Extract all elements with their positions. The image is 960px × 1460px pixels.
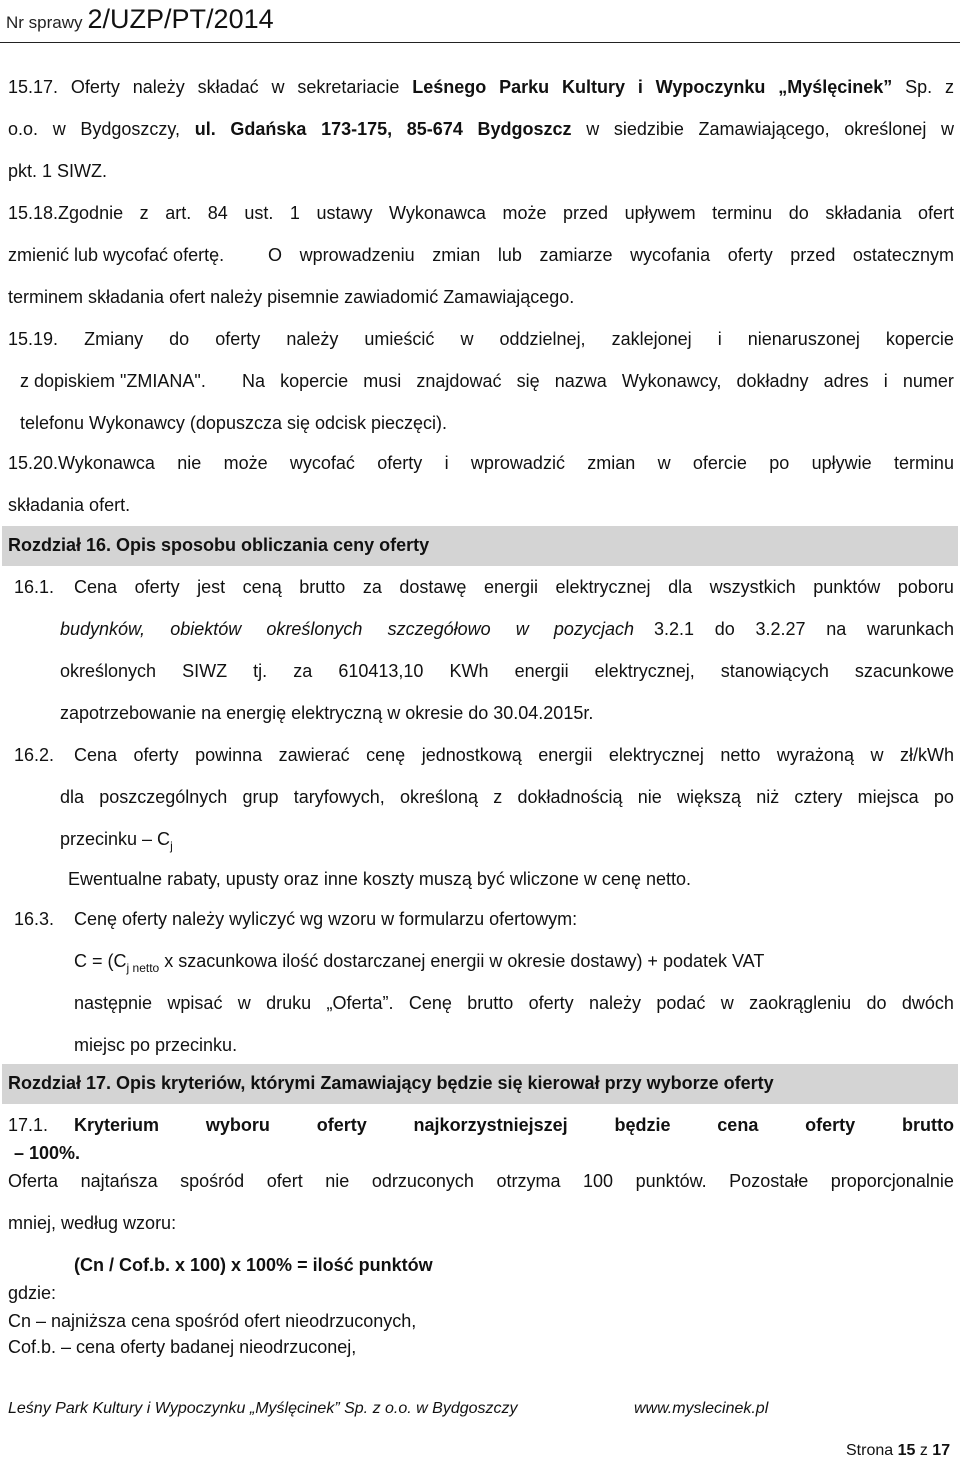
formula-part1: C = (C <box>74 951 127 971</box>
word: „Myślęcinek” <box>778 77 893 97</box>
para-16-3-formula <box>74 950 764 974</box>
case-header <box>6 4 274 38</box>
para-15-18-line3: terminem składania ofert należy pisemnie zawiadomić Zamawiającego. <box>8 287 575 307</box>
word: dokładnością <box>517 787 623 807</box>
word: 610413,10 <box>338 661 424 681</box>
word: należy <box>132 77 185 97</box>
word: zmian <box>432 245 481 265</box>
word: składać <box>197 77 259 97</box>
word: siedzibie <box>613 119 684 139</box>
para-16-1-line4: zapotrzebowanie na energię elektryczną w okresie do 30.04.2015r. <box>60 703 594 723</box>
word: dostawę <box>399 577 467 597</box>
word: poszczególnych <box>99 787 228 807</box>
word: Cenę <box>408 993 452 1013</box>
word: do <box>866 993 887 1013</box>
word: stanowiących <box>720 661 829 681</box>
para-17-1-line2: – 100%. <box>14 1143 81 1163</box>
word: otrzyma <box>496 1171 561 1191</box>
word: 15.18.Zgodnie <box>8 203 124 223</box>
word: określoną <box>399 787 479 807</box>
word: określonej <box>844 119 927 139</box>
word: dla <box>60 787 85 807</box>
word: ustawy <box>316 203 373 223</box>
word: i <box>717 329 722 349</box>
word: określonych <box>266 619 363 639</box>
price-symbol-text: przecinku – C <box>60 829 171 849</box>
word: ul. <box>194 119 216 139</box>
word: oferty <box>134 577 180 597</box>
word: art. <box>165 203 192 223</box>
word: pozycjach <box>553 619 634 639</box>
para-15-18-line2b <box>268 244 954 266</box>
word: miejsca <box>857 787 919 807</box>
word: szczegółowo <box>387 619 491 639</box>
para-16-2-line3 <box>60 828 173 852</box>
word: szacunkowe <box>854 661 954 681</box>
word: upływie <box>811 453 872 473</box>
para-16-3-line3 <box>74 992 954 1014</box>
word: oferty <box>215 329 261 349</box>
word: warunkach <box>866 619 954 639</box>
word: o.o. <box>8 119 39 139</box>
para-15-17-line2 <box>8 118 954 140</box>
word: może <box>502 203 547 223</box>
word: oferty <box>528 993 574 1013</box>
word: Wypoczynku <box>655 77 766 97</box>
word: cztery <box>794 787 843 807</box>
word: podać <box>656 993 706 1013</box>
word: nienaruszonej <box>747 329 860 349</box>
word: musi <box>363 371 402 391</box>
word: w <box>586 119 600 139</box>
para-16-1-number: 16.1. <box>14 577 55 597</box>
para-15-19-line2b <box>242 370 954 392</box>
word: Wykonawcy, <box>621 371 722 391</box>
para-16-2-number: 16.2. <box>14 745 55 765</box>
word: Bydgoszcz <box>477 119 572 139</box>
word: elektrycznej <box>555 577 651 597</box>
word: ofercie <box>692 453 747 473</box>
word: określonych <box>60 661 157 681</box>
where-label: gdzie: <box>8 1283 57 1303</box>
word: wycofania <box>630 245 711 265</box>
word: brutto <box>902 1115 954 1135</box>
word: ostatecznym <box>852 245 954 265</box>
word: należy <box>589 993 642 1013</box>
word: cena <box>717 1115 759 1135</box>
word: oferty <box>316 1115 367 1135</box>
chapter-16-title: Rozdział 16. Opis sposobu obliczania ceny oferty <box>8 535 430 555</box>
para-15-17-line1 <box>8 76 954 98</box>
word: składania <box>825 203 902 223</box>
word: KWh <box>449 661 489 681</box>
word: Cena <box>74 745 118 765</box>
para-17-1-line1 <box>74 1114 954 1136</box>
word: terminu <box>893 453 954 473</box>
word: terminu <box>712 203 773 223</box>
word: elektrycznej <box>608 745 704 765</box>
word: wprowadzić <box>470 453 565 473</box>
word: 15.20.Wykonawca <box>8 453 155 473</box>
page-total: 17 <box>932 1442 951 1459</box>
word: poboru <box>897 577 954 597</box>
word: zmian <box>587 453 636 473</box>
word: odrzuconych <box>371 1171 474 1191</box>
word: kopercie <box>280 371 349 391</box>
word: Leśnego <box>412 77 487 97</box>
word: wpisać <box>167 993 223 1013</box>
word: O <box>268 245 283 265</box>
word: dokładny <box>736 371 809 391</box>
word: ofert <box>266 1171 303 1191</box>
word: 3.2.27 <box>755 619 806 639</box>
word: upływem <box>624 203 696 223</box>
word: przed <box>563 203 609 223</box>
word: w <box>720 993 734 1013</box>
word: 85-674 <box>406 119 463 139</box>
word: wszystkich <box>709 577 796 597</box>
word: się <box>516 371 540 391</box>
word: Zmiany <box>84 329 144 349</box>
word: Zamawiającego, <box>698 119 830 139</box>
page-separator: z <box>919 1442 928 1459</box>
word: obiektów <box>170 619 242 639</box>
word: cenę <box>366 745 406 765</box>
word: będzie <box>614 1115 671 1135</box>
word: w <box>870 745 884 765</box>
word: może <box>223 453 268 473</box>
word: po <box>933 787 954 807</box>
scoring-formula: (Cn / Cof.b. x 100) x 100% = ilość punktów <box>74 1255 433 1275</box>
word: brutto <box>467 993 514 1013</box>
word: następnie <box>74 993 153 1013</box>
formula-subscript: j netto <box>126 961 160 975</box>
word: zawierać <box>278 745 350 765</box>
word: z <box>493 787 503 807</box>
para-16-2-line1 <box>74 744 954 766</box>
word: grup <box>242 787 279 807</box>
word: nazwa <box>554 371 607 391</box>
word: należy <box>286 329 339 349</box>
word: wprowadzeniu <box>299 245 415 265</box>
para-16-1-line2-rest <box>654 618 954 640</box>
word: umieścić <box>364 329 435 349</box>
word: Oferty <box>70 77 120 97</box>
word: z <box>944 77 954 97</box>
word: 15.19. <box>8 329 59 349</box>
word: wyrażoną <box>776 745 854 765</box>
word: najkorzystniejszej <box>413 1115 568 1135</box>
page-label: Strona <box>846 1442 894 1459</box>
formula-part2: x szacunkowa ilość dostarczanej energii w okresie dostawy) + podatek VAT <box>159 951 765 971</box>
para-15-18-line1 <box>8 202 954 224</box>
word: w <box>515 619 529 639</box>
word: druku <box>266 993 312 1013</box>
word: do <box>714 619 735 639</box>
word: SIWZ <box>182 661 228 681</box>
word: na <box>826 619 847 639</box>
word: Kryterium <box>74 1115 160 1135</box>
para-15-19-line3: telefonu Wykonawcy (dopuszcza się odcisk pieczęci). <box>20 413 448 433</box>
definition-cofb: Cof.b. – cena oferty badanej nieodrzuconej, <box>8 1337 357 1357</box>
case-number: 2/UZP/PT/2014 <box>87 4 274 34</box>
page-number <box>846 1442 950 1460</box>
word: i <box>637 77 643 97</box>
header-rule <box>0 42 960 43</box>
word: Sp. <box>905 77 933 97</box>
word: do <box>169 329 190 349</box>
word: zamiarze <box>539 245 613 265</box>
word: jednostkową <box>421 745 522 765</box>
word: Cena <box>74 577 118 597</box>
word: brutto <box>299 577 346 597</box>
word: zaklejonej <box>611 329 692 349</box>
word: znajdować <box>416 371 502 391</box>
word: ust. <box>244 203 274 223</box>
word: 3.2.1 <box>654 619 695 639</box>
price-symbol-subscript: j <box>170 839 173 853</box>
word: tj. <box>253 661 268 681</box>
word: i <box>883 371 888 391</box>
word: 1 <box>289 203 300 223</box>
word: wycofać <box>289 453 355 473</box>
word: nie <box>637 787 662 807</box>
para-16-2-line4: Ewentualne rabaty, upusty oraz inne koszty muszą być wliczone w cenę netto. <box>68 869 691 889</box>
word: w <box>237 993 251 1013</box>
para-15-19-line1 <box>8 328 954 350</box>
para-17-1-line4: mniej, według wzoru: <box>8 1213 177 1233</box>
para-16-1-line3 <box>60 660 954 682</box>
word: spośród <box>180 1171 245 1191</box>
word: powinna <box>195 745 263 765</box>
word: jest <box>197 577 226 597</box>
word: w <box>657 453 671 473</box>
para-15-18-line2a: zmienić lub wycofać ofertę. <box>8 245 225 265</box>
word: adres <box>823 371 869 391</box>
word: z <box>139 203 149 223</box>
para-17-1-number: 17.1. <box>8 1115 49 1135</box>
word: nie <box>177 453 202 473</box>
word: dwóch <box>901 993 954 1013</box>
para-16-2-line2 <box>60 786 954 808</box>
word: Na <box>242 371 266 391</box>
word: energii <box>538 745 593 765</box>
word: energii <box>483 577 538 597</box>
chapter-17-label: Rozdział 17. <box>8 1073 112 1093</box>
para-17-1-line3 <box>8 1170 954 1192</box>
word: najtańsza <box>80 1171 158 1191</box>
word: do <box>788 203 809 223</box>
word: ofert <box>917 203 954 223</box>
word: zaokrągleniu <box>749 993 852 1013</box>
word: budynków, <box>60 619 146 639</box>
para-15-17-line3: pkt. 1 SIWZ. <box>8 161 108 181</box>
word: Bydgoszczy, <box>80 119 181 139</box>
word: lub <box>497 245 522 265</box>
word: w <box>271 77 285 97</box>
word: oferty <box>133 745 179 765</box>
word: większą <box>676 787 741 807</box>
word: Oferta <box>8 1171 59 1191</box>
definition-cn: Cn – najniższa cena spośród ofert nieodrzuconych, <box>8 1311 417 1331</box>
page-current: 15 <box>897 1442 916 1459</box>
word: Gdańska <box>230 119 307 139</box>
chapter-17-title <box>8 1072 774 1094</box>
word: Kultury <box>561 77 625 97</box>
word: netto <box>720 745 761 765</box>
word: oferty <box>377 453 423 473</box>
word: oddzielnej, <box>499 329 586 349</box>
word: 173-175, <box>321 119 393 139</box>
word: zł/kWh <box>899 745 954 765</box>
word: po <box>769 453 790 473</box>
word: 84 <box>207 203 228 223</box>
word: punktów <box>813 577 881 597</box>
word: „Oferta”. <box>326 993 394 1013</box>
word: Pozostałe <box>729 1171 809 1191</box>
word: proporcjonalnie <box>830 1171 954 1191</box>
word: Parku <box>499 77 550 97</box>
word: niż <box>756 787 780 807</box>
word: 15.17. <box>8 77 59 97</box>
word: energii <box>514 661 569 681</box>
word: taryfowych, <box>293 787 385 807</box>
chapter-17-heading: Opis kryteriów, którymi Zamawiający będzie się kierował przy wyborze oferty <box>111 1073 774 1093</box>
para-15-19-line2a: z dopiskiem "ZMIANA". <box>20 371 206 391</box>
word: nie <box>325 1171 350 1191</box>
word: elektrycznej, <box>594 661 695 681</box>
word: numer <box>902 371 954 391</box>
word: sekretariacie <box>297 77 400 97</box>
word: punktów. <box>635 1171 707 1191</box>
word: kopercie <box>885 329 954 349</box>
footer-organization: Leśny Park Kultury i Wypoczynku „Myślęcinek” Sp. z o.o. w Bydgoszczy <box>8 1400 518 1417</box>
word: oferty <box>727 245 773 265</box>
para-16-3-line4: miejsc po przecinku. <box>74 1035 238 1055</box>
para-15-20-line2: składania ofert. <box>8 495 131 515</box>
word: 100 <box>583 1171 614 1191</box>
word: w <box>460 329 474 349</box>
word: wyboru <box>205 1115 270 1135</box>
word: za <box>362 577 382 597</box>
footer-website: www.myslecinek.pl <box>634 1400 769 1417</box>
case-label: Nr sprawy <box>6 13 83 32</box>
para-16-1-line2-italic <box>60 618 634 640</box>
para-16-3-line1: Cenę oferty należy wyliczyć wg wzoru w formularzu ofertowym: <box>74 909 578 929</box>
para-15-20-line1 <box>8 452 954 474</box>
word: w <box>52 119 66 139</box>
word: w <box>940 119 954 139</box>
word: Wykonawca <box>389 203 486 223</box>
word: dla <box>668 577 693 597</box>
para-16-1-line1 <box>74 576 954 598</box>
para-16-3-number: 16.3. <box>14 909 55 929</box>
word: przed <box>790 245 836 265</box>
word: i <box>444 453 449 473</box>
word: za <box>293 661 313 681</box>
word: oferty <box>805 1115 856 1135</box>
word: ceną <box>242 577 282 597</box>
